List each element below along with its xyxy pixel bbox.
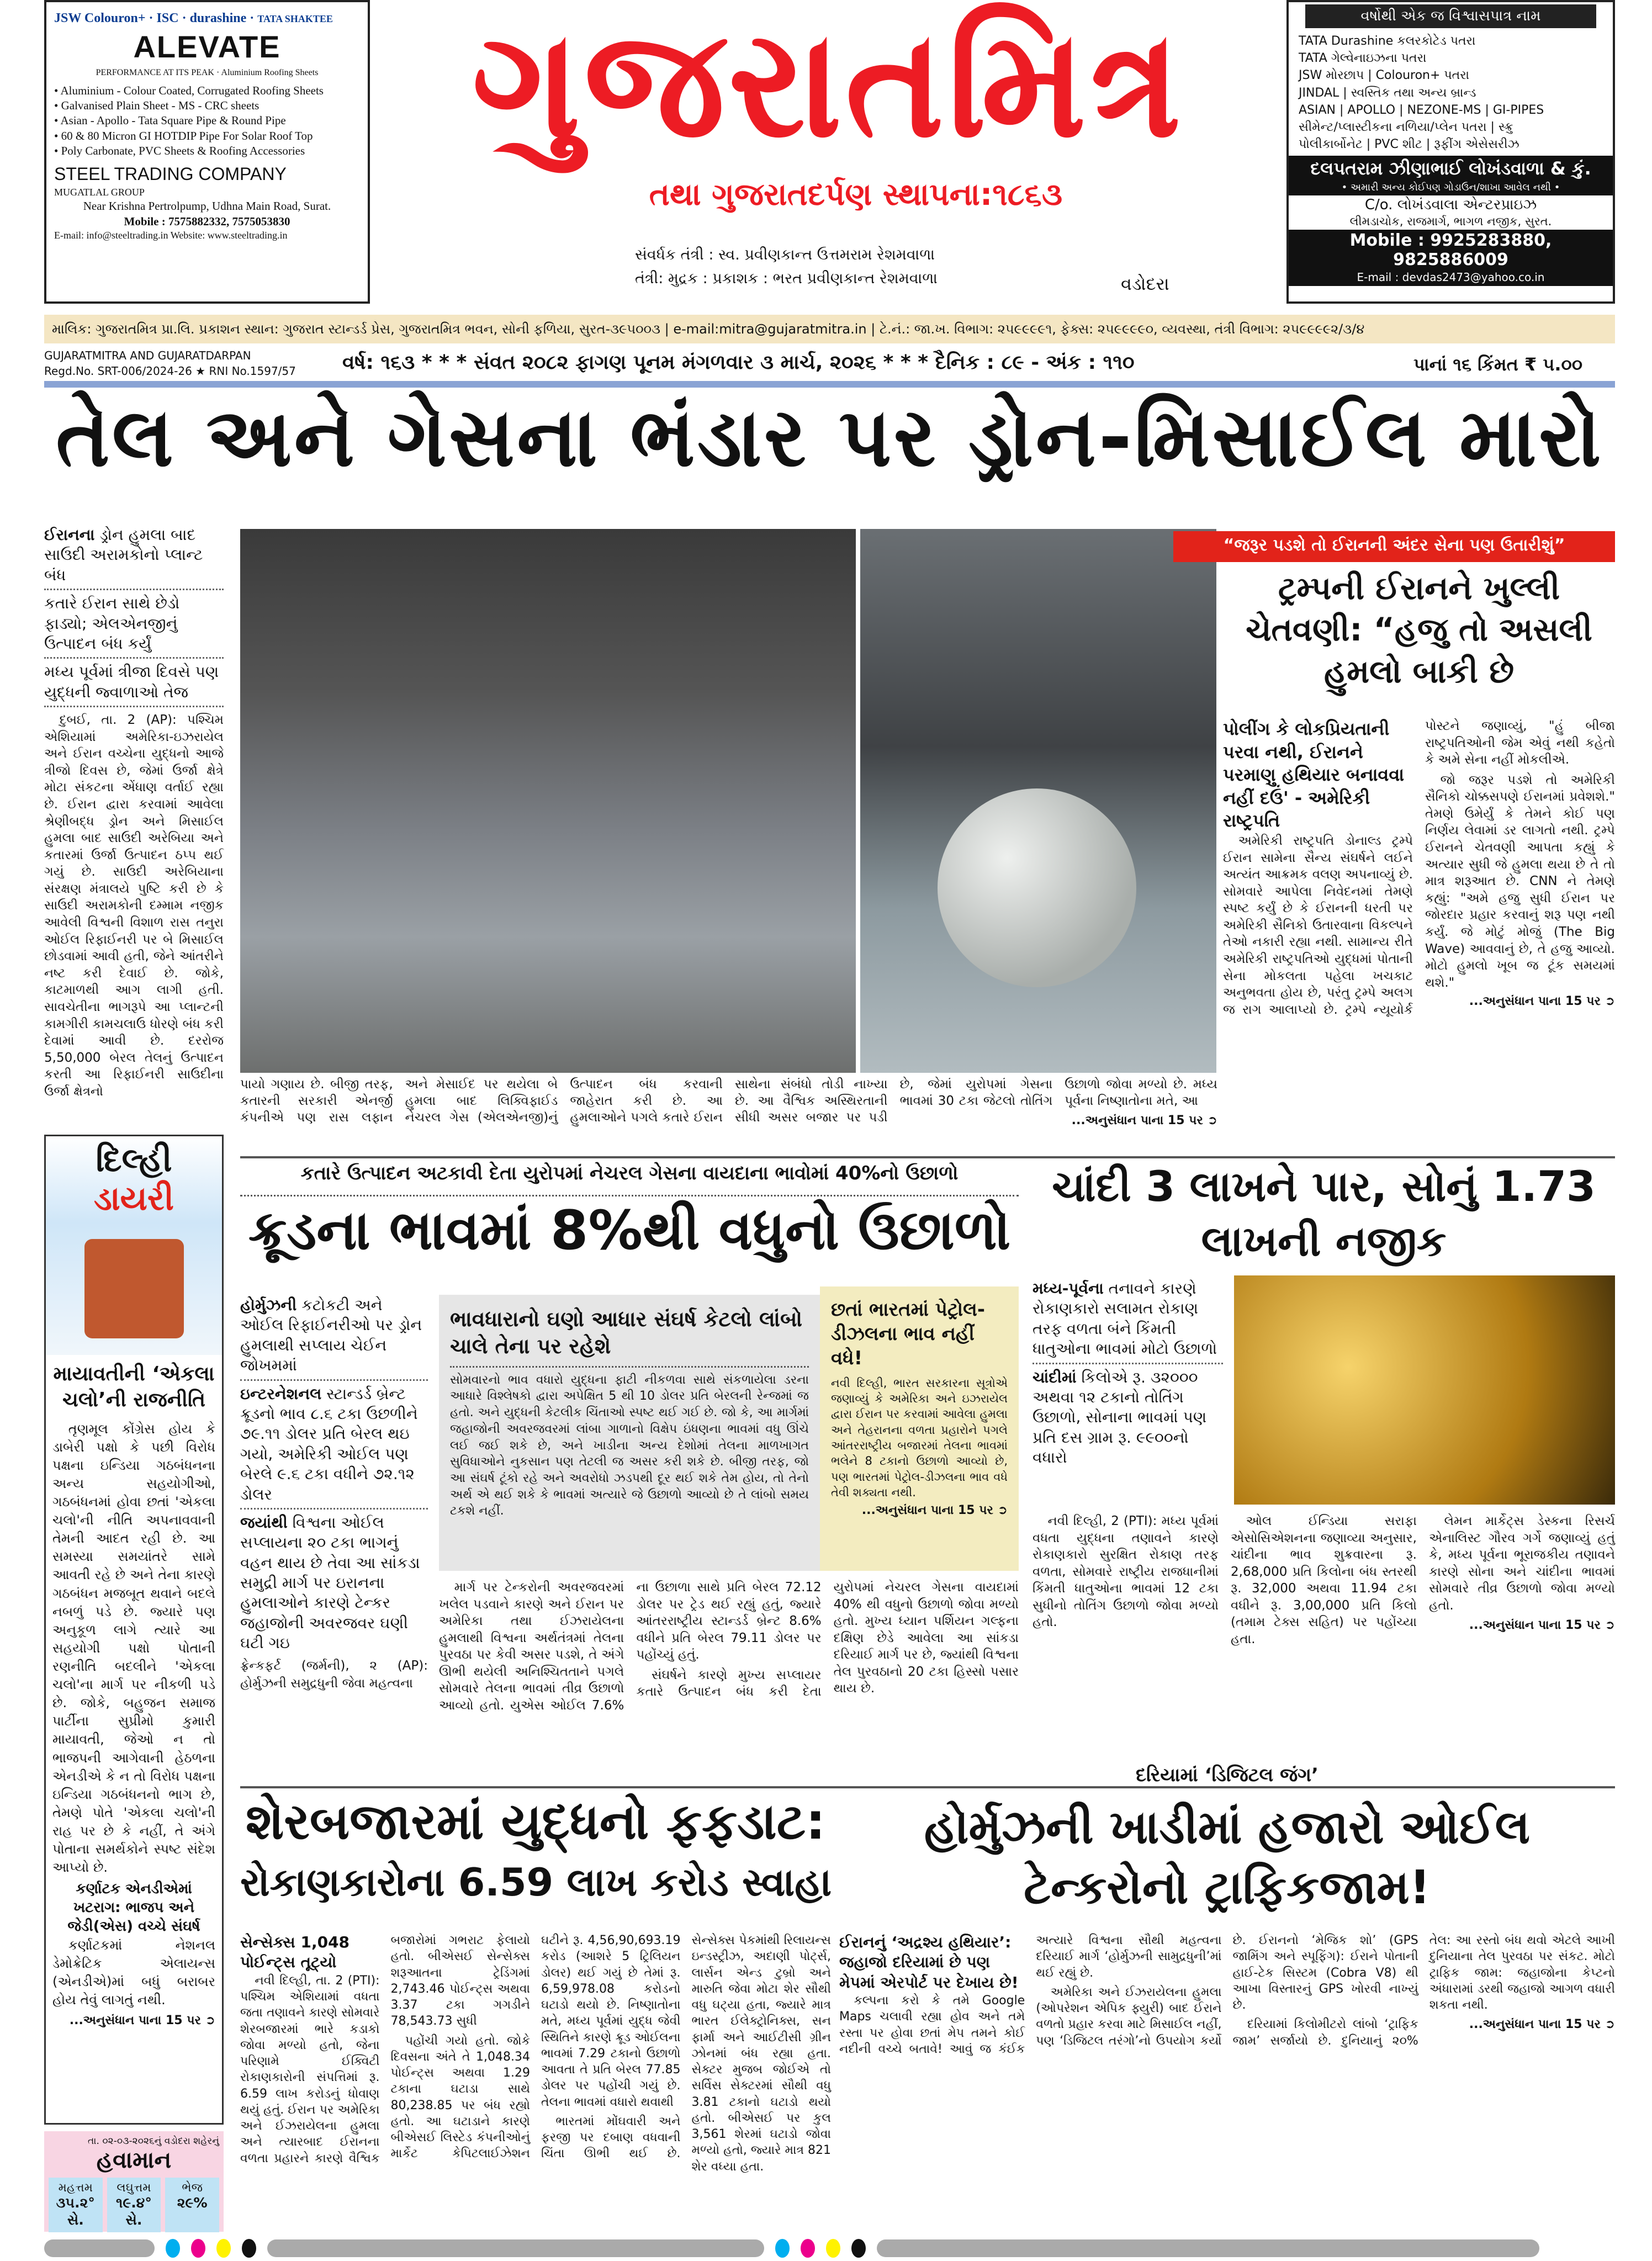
steel-trading-ad (44, 0, 370, 304)
ad-company: દલપતરામ ઝીણાભાઈ લોખંડવાળા & કું. (1289, 156, 1613, 182)
ad-item: • Aluminium - Colour Coated, Corrugated Roofing Sheets (54, 83, 360, 98)
weather-date: તા. ૦૨-૦૩-૨૦૨૬નું વડોદરા શહેરનું (87, 2136, 219, 2147)
lead-highlight: કતારે ઈરાન સાથે છેડો ફાડ્યો; એલએનજીનું ઉત્પાદન બંધ કર્યું (44, 590, 224, 659)
lokhandwala-ad (1286, 0, 1615, 304)
yellow-dot (216, 2239, 231, 2258)
crude-sidebar (240, 1292, 428, 1783)
market-headline-1: શેરબજારમાં યુદ્ધનો ફફડાટ: (245, 1793, 826, 1851)
crude-highlight: ઇન્ટરનેશનલ સ્ટાન્ડર્ડ બ્રેન્ટ ક્રૂડનો ભાવ ૮.૬ ટકા ઉછળીને ૭૯.૧૧ ડોલર પ્રતિ બેરલ થઇ ગયો, અમેરિકી ઓઈલ પણ બેરલે ૯.૬ ટકા વધીને ૭૨.૧૨ ડોલર (240, 1381, 428, 1510)
ad-address: લીમડાચોક, રાજમાર્ગ, ભાગળ નજીક, સુરત. (1349, 214, 1552, 228)
divider (240, 1156, 1615, 1158)
black-dot (242, 2239, 256, 2258)
ad-item: • Poly Carbonate, PVC Sheets & Roofing Accessories (54, 144, 360, 158)
ad-item: JSW મોરછાપ | Colouron+ પતરા (1299, 68, 1470, 83)
weather-table (49, 2178, 219, 2232)
grey-bar (877, 2239, 1539, 2257)
ad-item: • Asian - Apollo - Tata Square Pipe & Round Pipe (54, 113, 360, 128)
weather-max: મહત્તમ ૩૫.૨° સે. (49, 2178, 103, 2232)
masthead-logo: ગુજરાતમિત્ર (472, 0, 1185, 171)
company-name: STEEL TRADING COMPANY (54, 164, 287, 184)
ad-item: • Galvanised Plain Sheet - MS - CRC sheets (54, 98, 360, 113)
parliament-illustration (46, 1222, 222, 1355)
grey-bar (267, 2239, 764, 2257)
gold-jewellery-photo (1234, 1275, 1615, 1505)
crude-box-petrol (820, 1286, 1019, 1571)
continued-link[interactable]: ...અનુસંધાન પાના 15 પર ➲ (861, 1503, 1008, 1518)
masthead-tagline: તથા ગુજરાતદર્પણ સ્થાપના:૧૮૬૩ (649, 177, 1063, 213)
ad-item: TATA Durashine કલરકોટેડ પતરા (1299, 34, 1476, 48)
silver-body: નવી દિલ્હી, 2 (PTI): મધ્ય પૂર્વમાં વધતા યુદ્ધના તણાવને કારણે રોકાણકારો સુરક્ષિત રોકાણ તરફ વળતા, સોમવારે રાષ્ટ્રીય રાજધાનીમાં કિંમતી ધાતુઓના ભાવમાં 12 ટકા સુધીનો તોતિંગ ઉછાળો જોવા મળ્યો હતો. ઓલ ઈન્ડિયા સરાફા એસોસિએશનના જણાવ્યા અનુસાર, ચાંદીના ભાવ શુક્રવારના રૂ. 2,68,000 પ્રતિ કિલોના બંધ સ્તરથી રૂ. 32,000 અથવા 11.94 ટકા વધીને રૂ. 3,00,000 પ્રતિ કિલો (તમામ ટેક્સ સહિત) પર પહોંચ્યા હતા. લેમન માર્કેટ્સ ડેસ્કના રિસર્ચ એનાલિસ્ટ ગૌરવ ગર્ગે જણાવ્યું હતું કે, મધ્ય પૂર્વના ભૂરાજકીય તણાવને કારણે સોના અને ચાંદીના ભાવમાં સોમવારે તીવ્ર ઉછાળો જોવા મળ્યો હતો. ...અનુસંધાન પાના 15 પર ➲ (1032, 1514, 1615, 1647)
reg-line: GUJARATMITRA AND GUJARATDARPAN (44, 349, 251, 362)
crude-headline: ક્રૂડના ભાવમાં 8%થી વધુનો ઉછાળો (248, 1199, 1011, 1262)
ad-product-list (54, 83, 360, 158)
diary-subhead: કર્ણાટક એનડીએમાં ખટરાગ: ભાજપ અને જેડી(એસ) વચ્ચે સંઘર્ષ (67, 1881, 200, 1935)
ad-item: TATA ગેલ્વેનાઇઝના પતરા (1299, 51, 1427, 66)
page-price: પાનાં ૧૬ કિંમત ₹ ૫.૦૦ (1413, 354, 1583, 375)
ad-item: સીમેન્ટ/પ્લાસ્ટીકના નળિયા/પ્લેન પતરા | સ્ક્રુ (1299, 120, 1513, 135)
ad-item: પોલીકાર્બોનેટ | PVC શીટ | રૂફીંગ એસેસરીઝ (1299, 137, 1519, 152)
crude-kicker: કતારે ઉત્પાદન અટકાવી દેતા યુરોપમાં નેચરલ ગેસના વાયદાના ભાવોમાં 40%નો ઉછાળો (240, 1162, 1019, 1196)
hormuz-headline: હોર્મુઝની ખાડીમાં હજારો ઓઈલ ટેન્કરોનો ટ્રાફિકજામ! (924, 1800, 1531, 1915)
editor-line: તંત્રી: મુદ્રક : પ્રકાશક : ભરત પ્રવીણકાન્ત રેશમવાળા (635, 270, 938, 288)
hormuz-kicker: દરિયામાં ‘ડિજિટલ જંગ’ (1136, 1764, 1319, 1786)
weather-min: લઘુત્તમ ૧૯.૪° સે. (107, 2178, 161, 2232)
ad-item: ASIAN | APOLLO | NEZONE-MS | GI-PIPES (1299, 103, 1544, 117)
silver-gold-headline: ચાંદી 3 લાખને પાર, સોનું 1.73 લાખની નજીક (1052, 1162, 1596, 1265)
market-body: સેન્સેક્સ 1,048 પોઈન્ટ્સ તૂટ્યો નવી દિલ્હી, તા. 2 (PTI): પશ્ચિમ એશિયામાં વધતા જતા તણાવને કારણે સોમવારે શેરબજારમાં ભારે કડાકો જોવા મળ્યો હતો, જેના પરિણામે ઈક્વિટી રોકાણકારોની સંપત્તિમાં રૂ. 6.59 લાખ કરોડનું ધોવાણ થયું હતું. ઈરાન પર અમેરિકા અને ઈઝરાયેલના હુમલા અને ત્યારબાદ ઈરાનના વળતા પ્રહારને કારણે વૈશ્વિક બજારોમાં ગભરાટ ફેલાયો હતો. બીએસઈ સેન્સેક્સ શરૂઆતના ટ્રેડિંગમાં 2,743.46 પોઈન્ટ્સ અથવા 3.37 ટકા ગગડીને 78,543.73 સુધી પહોંચી ગયો હતો. જોકે દિવસના અંતે તે 1,048.34 પોઈન્ટ્સ અથવા 1.29 ટકાના ઘટાડા સાથે 80,238.85 પર બંધ રહ્યો હતો. આ ઘટાડાને કારણે બીએસઈ લિસ્ટેડ કંપનીઓનું માર્કેટ કેપિટલાઈઝેશન ઘટીને રૂ. 4,56,90,693.19 કરોડ (આશરે 5 ટ્રિલિયન ડોલર) થઈ ગયું છે તેમાં રૂ. 6,59,978.08 કરોડનો ઘટાડો થયો છે. નિષ્ણાતોના મતે, મધ્ય પૂર્વમાં યુદ્ધ જેવી સ્થિતિને કારણે ક્રૂડ ઓઈલના ભાવમાં 7.29 ટકાનો ઉછાળો આવતા તે પ્રતિ બેરલ 77.85 ડોલર પર પહોંચી ગયું છે. તેલના ભાવમાં વધારો થવાથી ભારતમાં મોંઘવારી અને ફરજી પર દબાણ વધવાની ચિંતા ઊભી થઈ છે. સેન્સેક્સ પેકમાંથી રિલાયન્સ ઇન્ડસ્ટ્રીઝ, અદાણી પોર્ટ્સ, લાર્સન એન્ડ ટુબ્રો અને મારુતિ જેવા મોટા શેર સૌથી વધુ ઘટ્યા હતા, જ્યારે માત્ર ભારત ઈલેક્ટ્રોનિક્સ, સન ફાર્મા અને આઈટીસી ગ્રીન ઝોનમાં બંધ રહ્યા હતા. સેક્ટર મુજબ જોઈએ તો સર્વિસ સેક્ટરમાં સૌથી વધુ 3.81 ટકાનો ઘટાડો થયો હતો. બીએસઈ પર કુલ 3,561 શેરમાં ઘટાડો જોવા મળ્યો હતો, જ્યારે માત્ર 821 શેર વધ્યા હતા. (240, 1933, 831, 2174)
trump-lede: પોલીંગ કે લોકપ્રિયતાની પરવા નથી, ઈરાનને પરમાણુ હથિયાર બનાવવા નહીં દઉં' - અમેરિકી રાષ્ટ્રપતિ (1223, 718, 1405, 832)
alevate-sub: PERFORMANCE AT ITS PEAK · Aluminium Roofing Sheets (96, 67, 319, 77)
delhi-diary-title: દિલ્હી ડાયરી (46, 1136, 222, 1222)
ad-top: વર્ષોથી એક જ વિશ્વાસપાત્ર નામ (1305, 4, 1596, 28)
box-body: સોમવારનો ભાવ વધારો યુદ્ધના ફાટી નીકળવા સાથે સંકળાયેલા ડરના આધારે વિશ્લેષકો દ્વારા અપેક્ષિત 5 થી 10 ડોલર પ્રતિ બેરલની રેન્જમાં જ હતો. અને યુદ્ધની કેટલીક ચિંતાઓ સ્પષ્ટ થઈ ગઈ છે. જો કે, આ માર્ગમાં જહાજોની અવરજવરમાં લાંબા ગાળાનો વિક્ષેપ ઇંધણના ભાવમાં વધુ ઊંચે લઈ જઈ શકે છે, અને ખાડીના અન્ય દેશોમાં તેલના માળખાગત સુવિધાઓને નુકસાન પણ તેટલી જ અસર કરી શકે છે. બીજી તરફ, જો આ સંઘર્ષ ટૂંકો રહે અને અવરોધો ઝડપથી દૂર થઈ શકે તેમ હોય, તો તેનો અર્થ એ થઈ શકે કે ભાવમાં અત્યારે જે ઉછાળો આવ્યો છે તે લાંબો સમય ટકશે નહીં. (450, 1366, 809, 1519)
ad-list (1289, 30, 1613, 156)
crude-highlight: હોર્મુઝની કટોકટી અને ઓઈલ રિફાઈનરીઓ પર ડ્રોન હુમલાથી સપ્લાય ચેઈન જોખમમાં (240, 1292, 428, 1381)
ad-email: E-mail : devdas2473@yahoo.co.in (1289, 271, 1613, 286)
silver-highlight: મધ્ય-પૂર્વના તનાવને કારણે રોકાણકારો સલામત રોકાણ તરફ વળતા બંને કિંમતી ધાતુઓના ભાવમાં મોટો ઉછાળો (1032, 1275, 1223, 1364)
trump-headline: ટ્રમ્પની ઈરાનને ખુલ્લી ચેતવણી: “હજુ તો અસલી હુમલો બાકી છે (1246, 569, 1592, 690)
diary-body2: કર્ણાટકમાં નેશનલ ડેમોક્રેટિક એલાયન્સ (એનડીએ)માં બધું બરાબર હોય તેવું લાગતું નથી. (52, 1937, 215, 2008)
magenta-dot (801, 2239, 815, 2258)
continued-link[interactable]: ...અનુસંધાન પાના 15 પર ➲ (1469, 2018, 1615, 2032)
dateline: વર્ષ: ૧૬૩ * * * સંવત ૨૦૮૨ ફાગણ પૂનમ મંગળવાર ૩ માર્ચ, ૨૦૨૬ * * * દૈનિક : ૮૯ - અંક : ૧૧૦ (342, 351, 1135, 374)
hormuz-highlight: ઈરાનનું ‘અદ્રશ્ય હથિયાર’: જહાજો દરિયામાં છે પણ મેપમાં એરપોર્ટ પર દેખાય છે! (839, 1933, 1019, 1992)
silver-sidebar (1032, 1275, 1223, 1507)
publisher-strip: માલિક: ગુજરાતમિત્ર પ્રા.લિ. પ્રકાશન સ્થાન: ગુજરાત સ્ટાન્ડર્ડ પ્રેસ, ગુજરાતમિત્ર ભવન, સોની ફળિયા, સુરત-૩૯૫૦૦૩ | e-mail:mitra@gujaratmitra.in | ટે.નં.: જા.ખ. વિભાગ: ૨૫૯૯૯૯૧, ફેક્સ: ૨૫૯૯૯૯૦, વ્યવસ્થા, તંત્રી વિભાગ: ૨૫૯૯૯૯૨/૩/૪ (44, 315, 1615, 343)
cyan-dot (775, 2239, 790, 2258)
registration (44, 348, 296, 379)
trump-quote-tag: “જરૂર પડશે તો ઈરાનની અંદર સેના પણ ઉતારીશું” (1173, 531, 1615, 562)
editors (635, 243, 1077, 290)
continued-link[interactable]: ...અનુસંધાન પાના 15 પર ➲ (1071, 1113, 1217, 1127)
lead-body-continued: પાયો ગણાય છે. બીજી તરફ, કતારની સરકારી એનર્જી કંપનીએ પણ રાસ લફાન અને મેસાઈદ પર થયેલા બે હુમલા બાદ લિક્વિફાઈડ નેચરલ ગેસ (એલએનજી)નું ઉત્પાદન બંધ કરવાની જાહેરાત કરી છે. આ હુમલાઓને પગલે કતારે ઈરાન સાથેના સંબંધો તોડી નાખ્યા છે. આ વૈશ્વિક અસ્થિરતાની સીધી અસર બજાર પર પડી છે, જેમાં યુરોપમાં ગેસના ભાવમાં 30 ટકા જેટલો તોતિંગ ઉછાળો જોવા મળ્યો છે. મધ્ય પૂર્વના નિષ્ણાતોના મતે, આ ...અનુસંધાન પાના 15 પર ➲ (240, 1077, 1217, 1153)
ad-item: JINDAL | સ્વસ્તિક તથા અન્ય બ્રાન્ડ (1299, 86, 1476, 100)
magenta-dot (191, 2239, 205, 2258)
refinery-smoke-photo (240, 529, 856, 1073)
divider (44, 381, 1615, 388)
crude-dateline: ફ્રેન્કફર્ટ (જર્મની), ૨ (AP): હોર્મુઝની સમુદ્રધુની જેવા મહત્વના (240, 1658, 428, 1691)
continued-link[interactable]: ...અનુસંધાન પાના 15 પર ➲ (1469, 994, 1615, 1009)
lead-body: દુબઈ, તા. 2 (AP): પશ્ચિમ એશિયામાં અમેરિકા-ઇઝરાયેલ અને ઈરાન વચ્ચેના યુદ્ધનો આજે ત્રીજો દિવસ છે, જેમાં ઉર્જા ક્ષેત્રે મોટા સંકટના એંધાણ વર્તાઈ રહ્યા છે. ઈરાન દ્વારા કરવામાં આવેલા શ્રેણીબદ્ધ ડ્રોન અને મિસાઈલ હુમલા બાદ સાઉદી અરેબિયા અને કતારમાં ઉર્જા ઉત્પાદન ઠપ્પ થઈ ગયું છે. સાઉદી અરેબિયાના સંરક્ષણ મંત્રાલયે પુષ્ટિ કરી છે કે સાઉદી અરામકોની દમ્મામ નજીક આવેલી વિશ્વની વિશાળ રાસ તનુરા ઓઈલ રિફાઈનરી પર બે મિસાઈલ છોડવામાં આવી હતી, જેને આંતરીને નષ્ટ કરી દેવાઈ છે. જોકે, કાટમાળથી આગ લાગી હતી. સાવચેતીના ભાગરૂપે આ પ્લાન્ટની કામગીરી કામચલાઉ ધોરણે બંધ કરી દેવામાં આવી છે. દરરોજ 5,50,000 બેરલ તેલનું ઉત્પાદન કરતી આ રિફાઈનરી સાઉદીના ઉર્જા ક્ષેત્રનો (44, 713, 224, 1099)
alevate-logo: ALEVATE (133, 29, 281, 65)
box-body: નવી દિલ્હી, ભારત સરકારના સૂત્રોએ જણાવ્યું કે અમેરિકા અને ઇઝરાયેલ દ્વારા ઈરાન પર કરવામાં આવેલા હુમલા અને તેહરાનના વળતા પ્રહારોને પગલે આંતરરાષ્ટ્રીય બજારમાં તેલના ભાવમાં ભલેને 8 ટકાનો ઉછાળો આવ્યો છે, પણ ભારતમાં પેટ્રોલ-ડીઝલના ભાવ વધે તેવી શક્યતા નથી. (831, 1376, 1008, 1499)
cyan-dot (166, 2239, 180, 2258)
black-dot (851, 2239, 866, 2258)
diary-headline: માયાવતીની ‘એકલા ચલો’ની રાજનીતિ (53, 1363, 215, 1411)
ad-note: • અમારી અન્ય કોઈપણ ગોડાઉન/શાખા આવેલ નથી • (1289, 182, 1613, 195)
continued-link[interactable]: ...અનુસંધાન પાના 15 પર ➲ (69, 2014, 215, 2028)
ad-brands: JSW Colouron+ · ISC · durashine · TATA SHAKTEE (54, 11, 333, 25)
market-highlight: સેન્સેક્સ 1,048 પોઈન્ટ્સ તૂટ્યો (240, 1933, 350, 1972)
yellow-dot (826, 2239, 840, 2258)
reg-line: Regd.No. SRT-006/2024-26 ★ RNI No.1597/57 (44, 364, 296, 378)
ad-mobile: Mobile : 7575882332, 7575053830 (124, 214, 290, 228)
weather-humidity: ભેજ ૨૯% (165, 2178, 219, 2232)
ad-item: • 60 & 80 Micron GI HOTDIP Pipe For Solar Roof Top (54, 129, 360, 144)
delhi-diary (44, 1135, 224, 2125)
hormuz-body: ઈરાનનું ‘અદ્રશ્ય હથિયાર’: જહાજો દરિયામાં છે પણ મેપમાં એરપોર્ટ પર દેખાય છે! કલ્પના કરો કે તમે Google Maps ચલાવી રહ્યા હોવ અને તમે રસ્તા પર હોવા છતાં મેપ તમને કોઈ નદીની વચ્ચે બતાવે! આવું જ કંઈક અત્યારે વિશ્વના સૌથી મહત્વના દરિયાઈ માર્ગ ‘હોર્મુઝની સામુદ્રધુની’માં થઈ રહ્યું છે. અમેરિકા અને ઈઝરાયેલના હુમલા (ઓપરેશન એપિક ફ્યુરી) બાદ ઈરાને વળતો પ્રહાર કરવા માટે મિસાઈલ નહીં, પણ ‘ડિજિટલ તરંગો’નો ઉપયોગ કર્યો છે. ઈરાનનો ‘મેજિક શો’ (GPS જામિંગ અને સ્પૂફિંગ): ઈરાને પોતાની હાઈ-ટેક સિસ્ટમ (Cobra V8) થી આખા વિસ્તારનું GPS ખોરવી નાખ્યું છે. દરિયામાં કિલોમીટરો લાંબો ‘ટ્રાફિક જામ’ સર્જાયો છે. દુનિયાનું ૨૦% તેલ: આ રસ્તો બંધ થવો એટલે આખી દુનિયાના તેલ પુરવઠા પર સંકટ. મોટો ટ્રાફિક જામ: જહાજોના કેપ્ટનો અંધારામાં ડરથી જહાજો આગળ વધારી શકતા નથી. ...અનુસંધાન પાના 15 પર ➲ (839, 1933, 1615, 2056)
weather-box (44, 2131, 224, 2232)
editor-line: સંવર્ધક તંત્રી : સ્વ. પ્રવીણકાન્ત ઉત્તમરામ રેશમવાળા (635, 246, 935, 263)
gas-sphere (938, 788, 1136, 987)
trump-story: પોલીંગ કે લોકપ્રિયતાની પરવા નથી, ઈરાનને પરમાણુ હથિયાર બનાવવા નહીં દઉં' - અમેરિકી રાષ્ટ્રપતિ અમેરિકી રાષ્ટ્રપતિ ડોનાલ્ડ ટ્રમ્પે ઈરાન સામેના સૈન્ય સંઘર્ષને લઈને અત્યંત આક્રમક વલણ અપનાવ્યું છે. સોમવારે આપેલા નિવેદનમાં તેમણે સ્પષ્ટ કર્યું છે કે ઈરાનની ધરતી પર અમેરિકી સૈનિકો ઉતારવાના વિકલ્પને તેઓ નકારી રહ્યા નથી. સામાન્ય રીતે અમેરિકી રાષ્ટ્રપતિઓ યુદ્ધમાં પોતાની સેના મોકલતા પહેલા ખચકાટ અનુભવતા હોય છે, પરંતુ ટ્રમ્પે અલગ જ રાગ આલાપ્યો છે. ટ્રમ્પે ન્યૂયોર્ક પોસ્ટને જણાવ્યું, "હું બીજા રાષ્ટ્રપતિઓની જેમ એવું નથી કહેતો કે અમે સેના નહીં મોકલીએ. જો જરૂર પડશે તો અમેરિકી સૈનિકો ચોક્કસપણે ઈરાનમાં પ્રવેશશે." તેમણે ઉમેર્યું કે તેમને કોઈ પણ નિર્ણય લેવામાં ડર લાગતો નથી. ટ્રમ્પે ઈરાનને ચેતવણી આપતા કહ્યું કે અત્યાર સુધી જે હુમલા થયા છે તે તો માત્ર શરૂઆત છે. CNN ને તેમણે કહ્યું: "અમે હજુ સુધી ઈરાન પર જોરદાર પ્રહાર કરવાનું શરૂ પણ નથી કર્યું. જે મોટું મોજું (The Big Wave) આવવાનું છે, તે હજુ આવ્યો. મોટો હુમલો ખૂબ જ ટૂંક સમયમાં થશે." ...અનુસંધાન પાના 15 પર ➲ (1223, 718, 1615, 1017)
box-headline: ભાવધારાનો ઘણો આધાર સંઘર્ષ કેટલો લાંબો ચાલે તેના પર રહેશે (450, 1307, 803, 1359)
lead-highlight: મધ્ય પૂર્વમાં ત્રીજા દિવસે પણ યુદ્ધની જ્વાળાઓ તેજ (44, 659, 224, 707)
diary-body: તૃણમૂલ કોંગ્રેસ હોય કે ડાબેરી પક્ષો કે પછી વિરોધ પક્ષના ઇન્ડિયા ગઠબંધનના અન્ય સહયોગીઓ, ગઠબંધનમાં હોવા છતાં 'એકલા ચલો'ની નીતિ અપનાવવાની તેમની આદત રહી છે. આ સમસ્યા સમયાંતરે સામે આવતી રહે છે અને તેના કારણે ગઠબંધન મજબૂત થવાને બદલે નબળું પડે છે. જ્યારે પણ અનુકૂળ લાગે ત્યારે આ સહયોગી પક્ષો પોતાની રણનીતિ બદલીને 'એકલા ચલો'ના માર્ગ પર નીકળી પડે છે. જોકે, બહુજન સમાજ પાર્ટીના સુપ્રીમો કુમારી માયાવતી, જેઓ ન તો ભાજપની આગેવાની હેઠળના એનડીએ કે ન તો વિરોધ પક્ષના ઇન્ડિયા ગઠબંધનનો ભાગ છે, તેમણે પોતે 'એકલા ચલો'ની રાહ પર છે કે નહીં, તે અંગે પોતાના સમર્થકોને સ્પષ્ટ સંદેશ આપ્યો છે. કર્ણાટક એનડીએમાં ખટરાગ: ભાજપ અને જેડી(એસ) વચ્ચે સંઘર્ષ કર્ણાટકમાં નેશનલ ડેમોક્રેટિક એલાયન્સ (એનડીએ)માં બધું બરાબર હોય તેવું લાગતું નથી. ...અનુસંધાન પાના 15 પર ➲ (46, 1420, 222, 2030)
lead-sidebar (44, 522, 224, 1129)
gas-tank-photo (860, 529, 1216, 1073)
weather-title: હવામાન (96, 2147, 172, 2173)
box-headline: છતાં ભારતમાં પેટ્રોલ-ડીઝલના ભાવ નહીં વધે! (831, 1299, 985, 1370)
crude-box-duration (439, 1295, 820, 1571)
crude-body: માર્ગ પર ટેન્કરોની અવરજવરમાં ખલેલ પડવાને કારણે અને ઈરાન પર અમેરિકા તથા ઈઝરાયેલના હુમલાથી વિશ્વના અર્થતંત્રમાં તેલના પુરવઠા પર કેવી અસર પડશે, તે અંગે ઊભી થયેલી અનિશ્ચિતતાને પગલે સોમવારે તેલના ભાવમાં તીવ્ર ઉછાળો આવ્યો હતો. યુએસ ઓઈલ 7.6% ના ઉછાળા સાથે પ્રતિ બેરલ 72.12 ડોલર પર ટ્રેડ થઈ રહ્યું હતું, જ્યારે આંતરરાષ્ટ્રીય સ્ટાન્ડર્ડ બ્રેન્ટ 8.6% વધીને પ્રતિ બેરલ 79.11 ડોલર પર પહોંચ્યું હતું. સંઘર્ષને કારણે મુખ્ય સપ્લાયર કતારે ઉત્પાદન બંધ કરી દેતા યુરોપમાં નેચરલ ગેસના વાયદામાં 40% થી વધુનો ઉછાળો જોવા મળ્યો હતો. મુખ્ય ધ્યાન પર્શિયન ગલ્ફના દક્ષિણ છેડે આવેલા આ સાંકડા દરિયાઈ માર્ગ પર છે, જ્યાંથી વિશ્વના તેલ પુરવઠાનો 20 ટકા હિસ્સો પસાર થાય છે. (439, 1580, 1019, 1713)
edition-name: વડોદરા (1121, 273, 1169, 294)
company-group: MUGATLAL GROUP (54, 186, 145, 198)
ad-mobile: Mobile : 9925283880, 9825886009 (1289, 230, 1613, 271)
market-headline-2: રોકાણકારોના 6.59 લાખ કરોડ સ્વાહા (240, 1860, 832, 1905)
lead-headline: તેલ અને ગેસના ભંડાર પર ડ્રોન-મિસાઈલ મારો (56, 390, 1603, 485)
ad-co: C/o. લોખંડવાલા એન્ટરપ્રાઇઝ (1364, 196, 1537, 213)
silver-highlight: ચાંદીમાં કિલોએ રૂ. ૩૨૦૦૦ અથવા ૧૨ ટકાનો તોતિંગ ઉછાળો, સોનાના ભાવમાં પણ પ્રતિ દસ ગ્રામ રૂ. ૯૯૦૦નો વધારો (1032, 1368, 1207, 1467)
lead-highlight: ઈરાનના ડ્રોન હુમલા બાદ સાઉદી અરામકોનો પ્લાન્ટ બંધ (44, 522, 224, 590)
grey-bar (44, 2239, 155, 2257)
ad-email: E-mail: info@steeltrading.in Website: www.steeltrading.in (54, 229, 288, 241)
print-registration-bar (44, 2239, 1615, 2258)
continued-link[interactable]: ...અનુસંધાન પાના 15 પર ➲ (1469, 1618, 1615, 1633)
ad-address: Near Krishna Pertrolpump, Udhna Main Road, Surat. (83, 199, 331, 213)
crude-highlight: જયાંથી વિશ્વના ઓઈલ સપ્લાયના ૨૦ ટકા ભાગનું વહન થાય છે તેવા આ સાંકડા સમુદ્રી માર્ગ પર ઇરાનના હુમલાઓને કારણે ટેન્કર જહાજોની અવરજવર ઘણી ઘટી ગઇ (240, 1513, 420, 1653)
